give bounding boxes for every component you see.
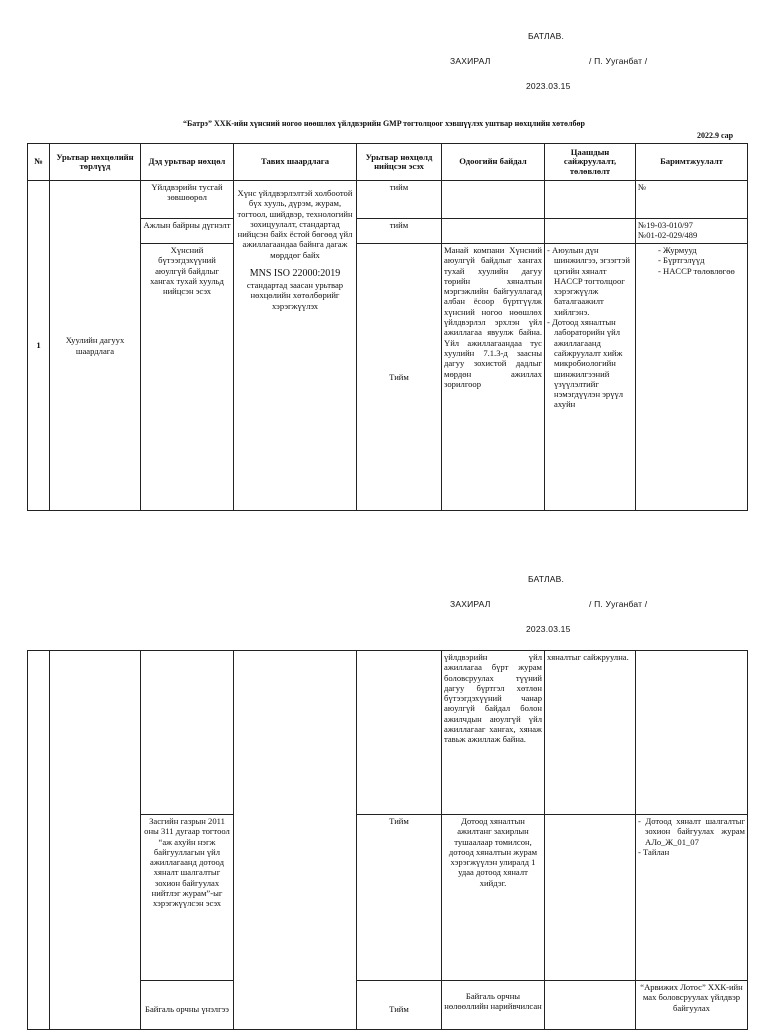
row-number: [28, 651, 50, 1030]
requirements-table: [27, 143, 748, 511]
improvement-cell: [545, 815, 636, 981]
category-cell: Хуулийн дагуух шаардлага: [50, 181, 141, 511]
documentation-cell: №: [636, 181, 748, 219]
documentation-item: - Дотоод хяналт шалгалтыг зохион байгуулах журам АЛо_Ж_01_07: [638, 816, 745, 847]
director-name: / П. Ууганбат /: [589, 56, 648, 66]
standard-note: стандартад заасан урьтвар нөхцөлийн хөтөлбөрийг хэрэгжүүлэх: [246, 280, 344, 311]
documentation-item: - Тайлан: [638, 847, 745, 857]
documentation-number: №19-03-010/97: [638, 220, 693, 230]
compliance-cell: тийм: [357, 219, 442, 244]
header-cell: Цаашдын сайжруулалт, төлөвлөлт: [545, 144, 636, 181]
documentation-item: - Бүртгэлүүд: [658, 255, 745, 265]
header-cell: Одоогийн байдал: [442, 144, 545, 181]
requirement-cell: [234, 181, 357, 511]
improvement-cell: [545, 181, 636, 219]
director-label: ЗАХИРАЛ: [450, 56, 491, 66]
compliance-cell: тийм: [357, 181, 442, 219]
header-cell: Урьтвар нөхцөлийн төрлүүд: [50, 144, 141, 181]
table-row: [28, 181, 748, 219]
improvement-item: - Дотоод хяналтын лабораторийн үйл ажиллагаанд сайжруулалт хийж микробиологийн шинжилгээний үзүүлэлтийг нэмэгдүүлэн эрүүл ахуйн: [547, 317, 633, 410]
approval-date: 2023.03.15: [526, 81, 571, 91]
documentation-item: - Журмууд: [658, 245, 745, 255]
requirements-table-continued: [27, 650, 748, 1030]
standard-name: MNS ISO 22000:2019: [249, 268, 341, 280]
documentation-cell: [636, 219, 748, 244]
sub-requirement-cell: Үйлдвэрийн тусгай зөвшөөрөл: [141, 181, 234, 219]
table-header-row: [28, 144, 748, 181]
current-state-cell: үйлдвэрийн үйл ажиллагаа бүрт журам боловсруулах түүний дагуу бүртгэл хөтлөн бүтээгдэхүүний чанар аюулгүй байдал болон ажилчдын аюулгүй үйл ажиллагааг хангах, хянаж тавьж ажиллаж байна.: [442, 651, 545, 815]
compliance-cell: Тийм: [357, 244, 442, 511]
header-cell: Дэд урьтвар нөхцөл: [141, 144, 234, 181]
current-state-cell: [442, 181, 545, 219]
header-cell: Урьтвар нөхцөлд нийцсэн эсэх: [357, 144, 442, 181]
documentation-number: №01-02-029/489: [638, 230, 698, 241]
requirement-cell: [234, 651, 357, 1030]
compliance-cell: Тийм: [357, 981, 442, 1030]
sub-requirement-cell: Хүнсний бүтээгдэхүүний аюулгүй байдлыг хангах тухай хуульд нийцсэн эсэх: [141, 244, 234, 511]
improvement-cell: [545, 244, 636, 511]
compliance-cell: Тийм: [357, 815, 442, 981]
document-title: “Батрэ” ХХК-ийн хүнсний ногоо нөөшлөх үйлдвэрийн GMP тогтолцоог хэвшүүлэх уштвар нөхцлийн хөтөлбөр: [183, 119, 585, 128]
improvement-item: - Аюулын дүн шинжилгээ, эгзэгтэй цэгийн хяналт HACCP тогтолцоог хэрэгжүүлж баталгаажилт хийлгэнэ.: [547, 245, 633, 317]
documentation-item: - HACCP төлөвлөгөө: [658, 266, 745, 276]
current-state-cell: [442, 219, 545, 244]
director-name: / П. Ууганбат /: [589, 599, 648, 609]
table-row: [28, 651, 748, 815]
improvement-cell: хяналтыг сайжруулна.: [545, 651, 636, 815]
improvement-cell: [545, 219, 636, 244]
sub-requirement-cell: Засгийн газрын 2011 оны 311 дугаар тогтоол “аж ахуйн нэгж байгууллагын үйл ажиллагаанд дотоод хяналт шалгалтыг зохион байгуулах нийтлэг журам”-ыг хэрэгжүүлсэн эсэх: [141, 815, 234, 981]
row-number: 1: [28, 181, 50, 511]
sub-requirement-cell: [141, 651, 234, 815]
documentation-cell: [636, 651, 748, 815]
requirement-text: Хүнс үйлдвэрлэлтэй холбоотой бүх хууль, дүрэм, журам, тогтоол, шийдвэр, технологийн зохицуулалт, стандартад нийцсэн байх ёстой бөгөөд үйл ажиллагаандаа байнга дагаж мөрддөг байх: [237, 188, 353, 260]
header-cell: Тавих шаардлага: [234, 144, 357, 181]
category-cell: [50, 651, 141, 1030]
compliance-cell: [357, 651, 442, 815]
header-cell: №: [28, 144, 50, 181]
documentation-cell: [636, 244, 748, 511]
current-state-cell: Манай компани Хүнсний аюулгүй байдлыг хангах тухай хуулийн дагуу төрийн хяналтын мэргэжлийн байгууллагад албан ёсоор бүртгүүлж хүнсний ногоо нөөшлөх үйлдвэрлэл эрхлэн үйл ажиллагаа явуулж байна. Үйл ажиллагаандаа тус хуулийн 7.1.3-д заасны дагуу зохистой дадлыг мөрдөн ажиллах зорилгоор: [442, 244, 545, 511]
sub-requirement-cell: Ажлын байрны дүгнэлт: [141, 219, 234, 244]
current-state-cell: Байгаль орчны нөлөөллийн нарийвчилсан: [442, 981, 545, 1030]
sub-requirement-cell: Байгаль орчны үнэлгээ: [141, 981, 234, 1030]
header-cell: Баримтжуулалт: [636, 144, 748, 181]
current-state-cell: Дотоод хяналтын ажилтанг захирлын тушаалаар томилсон, дотоод хяналтын журам хэрэгжүүлэн улиралд 1 удаа дотоод хяналт хийдэг.: [442, 815, 545, 981]
director-label: ЗАХИРАЛ: [450, 599, 491, 609]
approve-label: БАТЛАВ.: [528, 574, 565, 584]
approval-date: 2023.03.15: [526, 624, 571, 634]
approve-label: БАТЛАВ.: [528, 31, 565, 41]
documentation-cell: “Арвижих Лотос” ХХК-ийн мах боловсруулах үйлдвэр байгуулах: [636, 981, 748, 1030]
document-date: 2022.9 сар: [697, 131, 734, 140]
documentation-cell: [636, 815, 748, 981]
improvement-cell: [545, 981, 636, 1030]
